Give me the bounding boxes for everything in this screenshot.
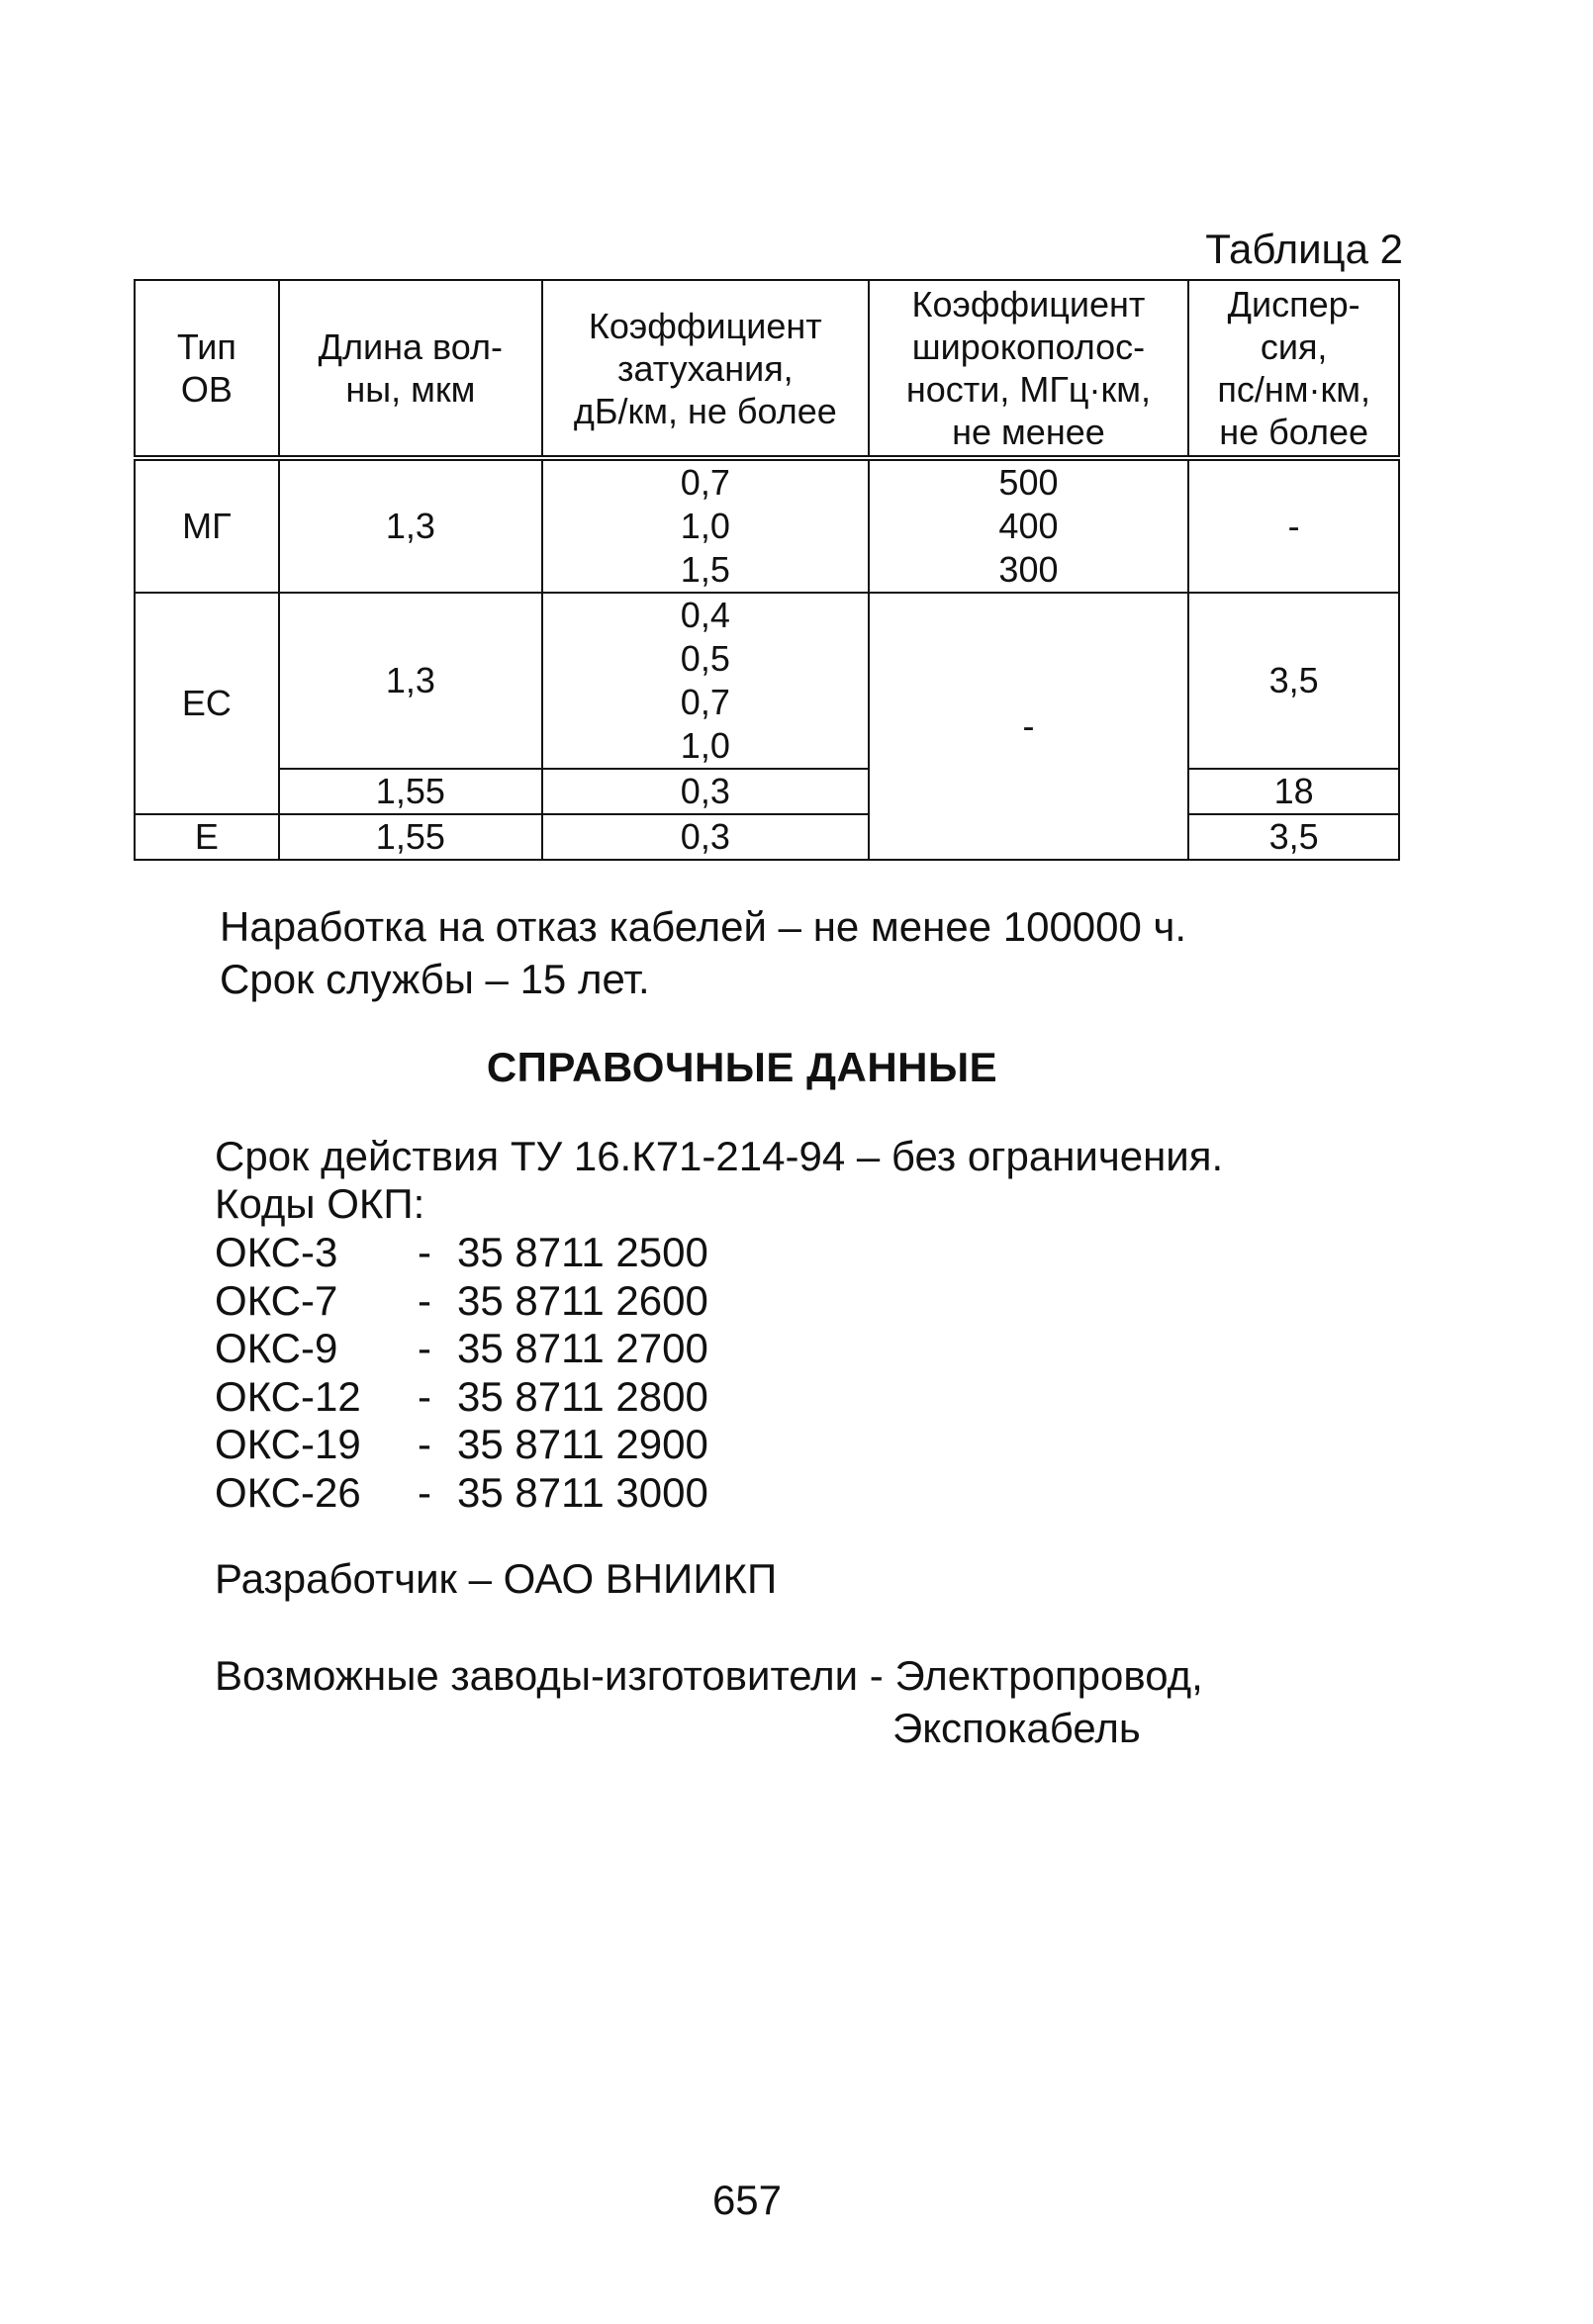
cable-name: ОКС-19 bbox=[215, 1421, 361, 1467]
service-life-text: Срок службы – 15 лет. bbox=[220, 956, 650, 1002]
cell-wavelength: 1,3 bbox=[279, 458, 542, 593]
cell-type: ЕС bbox=[135, 593, 279, 814]
okp-label: Коды ОКП: bbox=[215, 1180, 425, 1227]
cell-dispersion: - bbox=[1188, 458, 1399, 593]
table-row bbox=[135, 593, 1399, 769]
cell-wavelength: 1,55 bbox=[279, 769, 542, 814]
reference-heading: СПРАВОЧНЫЕ ДАННЫЕ bbox=[486, 1044, 998, 1090]
page-number: 657 bbox=[711, 2177, 783, 2223]
list-item bbox=[215, 1421, 708, 1469]
table-row bbox=[135, 814, 1399, 860]
cell-attenuation: 0,3 bbox=[542, 814, 869, 860]
cell-bandwidth: 500 400 300 bbox=[869, 458, 1189, 593]
list-item bbox=[215, 1469, 708, 1518]
table-row bbox=[135, 458, 1399, 593]
dash: - bbox=[418, 1372, 431, 1420]
header-attenuation: Коэффициент затухания, дБ/км, не более bbox=[542, 280, 869, 458]
validity-text: Срок действия ТУ 16.К71-214-94 – без ограничения. bbox=[215, 1133, 1224, 1179]
dash: - bbox=[418, 1229, 431, 1275]
table-row bbox=[135, 769, 1399, 814]
developer-text: Разработчик – ОАО ВНИИКП bbox=[215, 1555, 778, 1602]
cell-type: МГ bbox=[135, 458, 279, 593]
list-item bbox=[215, 1373, 708, 1422]
okp-code: 35 8711 2500 bbox=[457, 1229, 708, 1275]
cell-dispersion: 3,5 bbox=[1188, 593, 1399, 769]
header-bandwidth: Коэффициент широкополос- ности, МГц·км, не менее bbox=[869, 280, 1189, 458]
cell-attenuation: 0,4 0,5 0,7 1,0 bbox=[542, 593, 869, 769]
cell-dispersion: 18 bbox=[1188, 769, 1399, 814]
reliability-notes bbox=[220, 900, 1186, 1005]
okp-code: 35 8711 2800 bbox=[457, 1372, 708, 1420]
okp-code: 35 8711 2600 bbox=[457, 1276, 708, 1324]
table-caption: Таблица 2 bbox=[1205, 226, 1403, 272]
cell-dispersion: 3,5 bbox=[1188, 814, 1399, 860]
cable-name: ОКС-7 bbox=[215, 1276, 338, 1324]
cell-wavelength: 1,55 bbox=[279, 814, 542, 860]
cell-bandwidth: - bbox=[869, 593, 1189, 860]
reference-intro bbox=[215, 1133, 1223, 1228]
cell-attenuation: 0,3 bbox=[542, 769, 869, 814]
okp-code: 35 8711 2700 bbox=[457, 1325, 708, 1371]
list-item bbox=[215, 1229, 708, 1277]
dash: - bbox=[418, 1325, 431, 1371]
okp-code: 35 8711 3000 bbox=[457, 1468, 708, 1516]
okp-code: 35 8711 2900 bbox=[457, 1421, 708, 1467]
manufacturers-line-1: Возможные заводы-изготовители - Электропровод, bbox=[215, 1652, 1203, 1699]
spec-table bbox=[134, 279, 1400, 861]
mtbf-text: Наработка на отказ кабелей – не менее 100000 ч. bbox=[220, 903, 1187, 950]
manufacturers-line-2: Экспокабель bbox=[892, 1705, 1141, 1751]
cable-name: ОКС-3 bbox=[215, 1229, 338, 1275]
list-item bbox=[215, 1325, 708, 1373]
list-item bbox=[215, 1277, 708, 1326]
header-dispersion: Диспер- сия, пс/нм·км, не более bbox=[1188, 280, 1399, 458]
cell-wavelength: 1,3 bbox=[279, 593, 542, 769]
manufacturers bbox=[215, 1649, 1203, 1754]
header-fiber-type: Тип ОВ bbox=[135, 280, 279, 458]
cell-attenuation: 0,7 1,0 1,5 bbox=[542, 458, 869, 593]
cell-type: Е bbox=[135, 814, 279, 860]
dash: - bbox=[418, 1276, 431, 1324]
cable-name: ОКС-9 bbox=[215, 1325, 338, 1371]
okp-code-list bbox=[215, 1229, 708, 1517]
dash: - bbox=[418, 1421, 431, 1467]
cable-name: ОКС-26 bbox=[215, 1468, 361, 1516]
dash: - bbox=[418, 1468, 431, 1516]
header-wavelength: Длина вол- ны, мкм bbox=[279, 280, 542, 458]
table-header-row bbox=[135, 280, 1399, 458]
cable-name: ОКС-12 bbox=[215, 1372, 361, 1420]
